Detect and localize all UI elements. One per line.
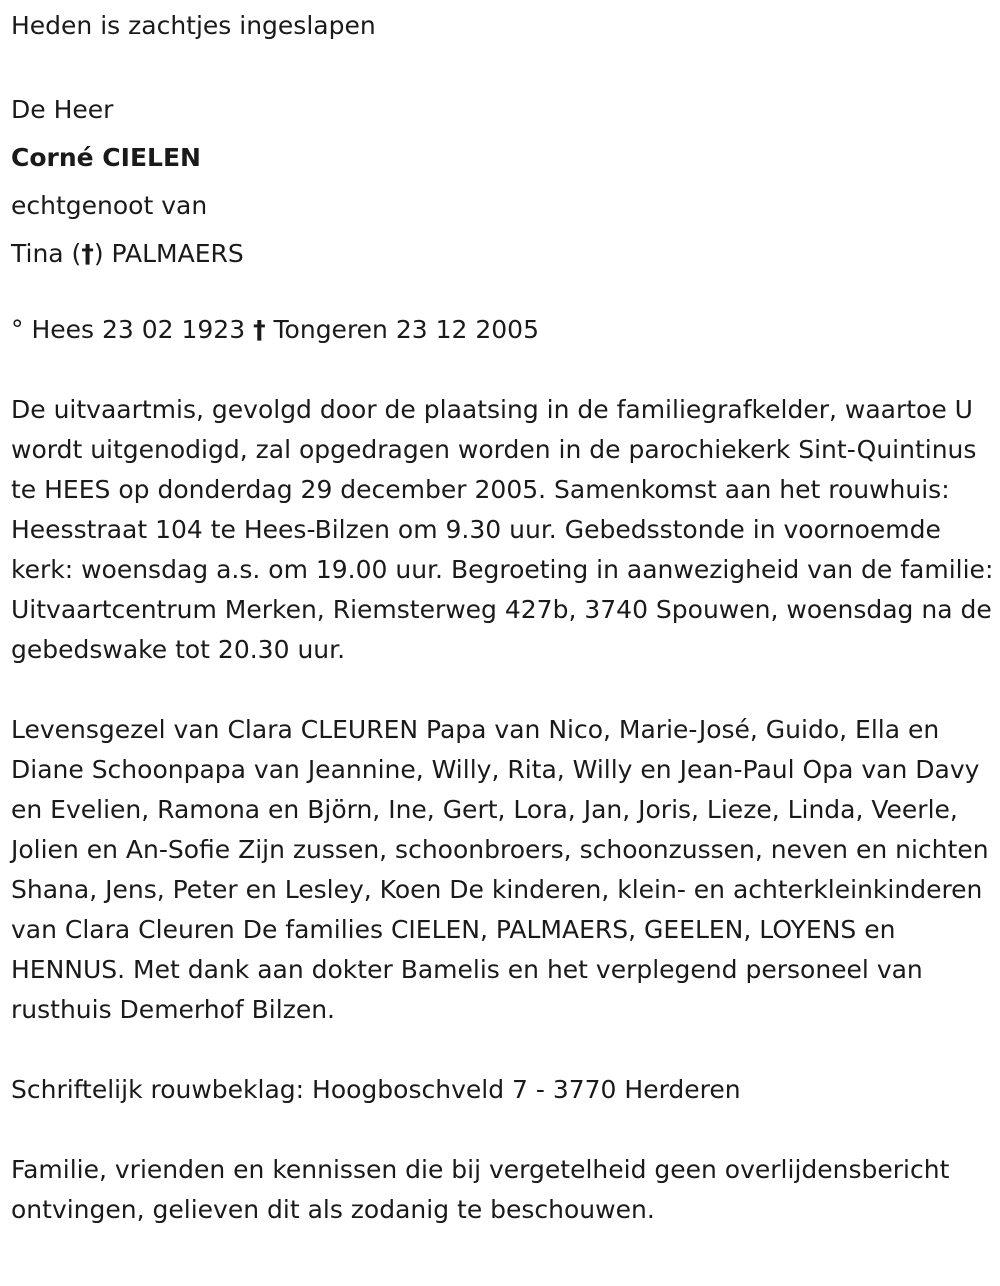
obituary-notice bbox=[11, 6, 996, 1230]
birth-death-line bbox=[11, 310, 996, 350]
cross-icon: † bbox=[253, 315, 266, 344]
birth-text: Hees 23 02 1923 bbox=[23, 315, 254, 344]
title-text: De Heer bbox=[11, 95, 114, 124]
spacer bbox=[11, 1030, 996, 1070]
cross-icon: † bbox=[81, 239, 94, 268]
relation-text: echtgenoot van bbox=[11, 191, 208, 220]
spacer bbox=[11, 670, 996, 710]
spouse-name bbox=[11, 230, 996, 278]
spouse-last: ) PALMAERS bbox=[93, 239, 244, 268]
intro-text: Heden is zachtjes ingeslapen bbox=[11, 11, 376, 40]
closing-text: Familie, vrienden en kennissen die bij vergetelheid geen overlijdensbericht ontvingen, gelieven dit als zodanig te beschouwen. bbox=[11, 1155, 950, 1224]
condolence-address: Schriftelijk rouwbeklag: Hoogboschveld 7 - 3770 Herderen bbox=[11, 1075, 741, 1104]
deceased-name: Corné CIELEN bbox=[11, 143, 201, 172]
spacer bbox=[11, 350, 996, 390]
spouse-first: Tina ( bbox=[11, 239, 82, 268]
birth-symbol: ° bbox=[11, 315, 24, 344]
spacer bbox=[11, 1110, 996, 1150]
funeral-paragraph: De uitvaartmis, gevolgd door de plaatsing in de familiegrafkelder, waartoe U wordt uitgenodigd, zal opgedragen worden in de parochiekerk Sint-Quintinus te HEES op donderdag 29 december 2005. Samenkomst aan het rouwhuis: Heesstraat 104 te Hees-Bilzen om 9.30 uur. Gebedsstonde in voornoemde kerk: woensdag a.s. om 19.00 uur. Begroeting in aanwezigheid van de familie: Uitvaartcentrum Merken, Riemsterweg 427b, 3740 Spouwen, woensdag na de gebedswake tot 20.30 uur. bbox=[11, 395, 994, 664]
death-text: Tongeren 23 12 2005 bbox=[265, 315, 539, 344]
spacer bbox=[11, 278, 996, 310]
family-paragraph: Levensgezel van Clara CLEUREN Papa van Nico, Marie-José, Guido, Ella en Diane Schoonpapa van Jeannine, Willy, Rita, Willy en Jean-Paul Opa van Davy en Evelien, Ramona en Björn, Ine, Gert, Lora, Jan, Joris, Lieze, Linda, Veerle, Jolien en An-Sofie Zijn zussen, schoonbroers, schoonzussen, neven en nichten Shana, Jens, Peter en Lesley, Koen De kinderen, klein- en achterkleinkinderen van Clara Cleuren De families CIELEN, PALMAERS, GEELEN, LOYENS en HENNUS. Met dank aan dokter Bamelis en het verplegend personeel van rusthuis Demerhof Bilzen. bbox=[11, 715, 989, 1024]
spacer bbox=[11, 46, 996, 86]
